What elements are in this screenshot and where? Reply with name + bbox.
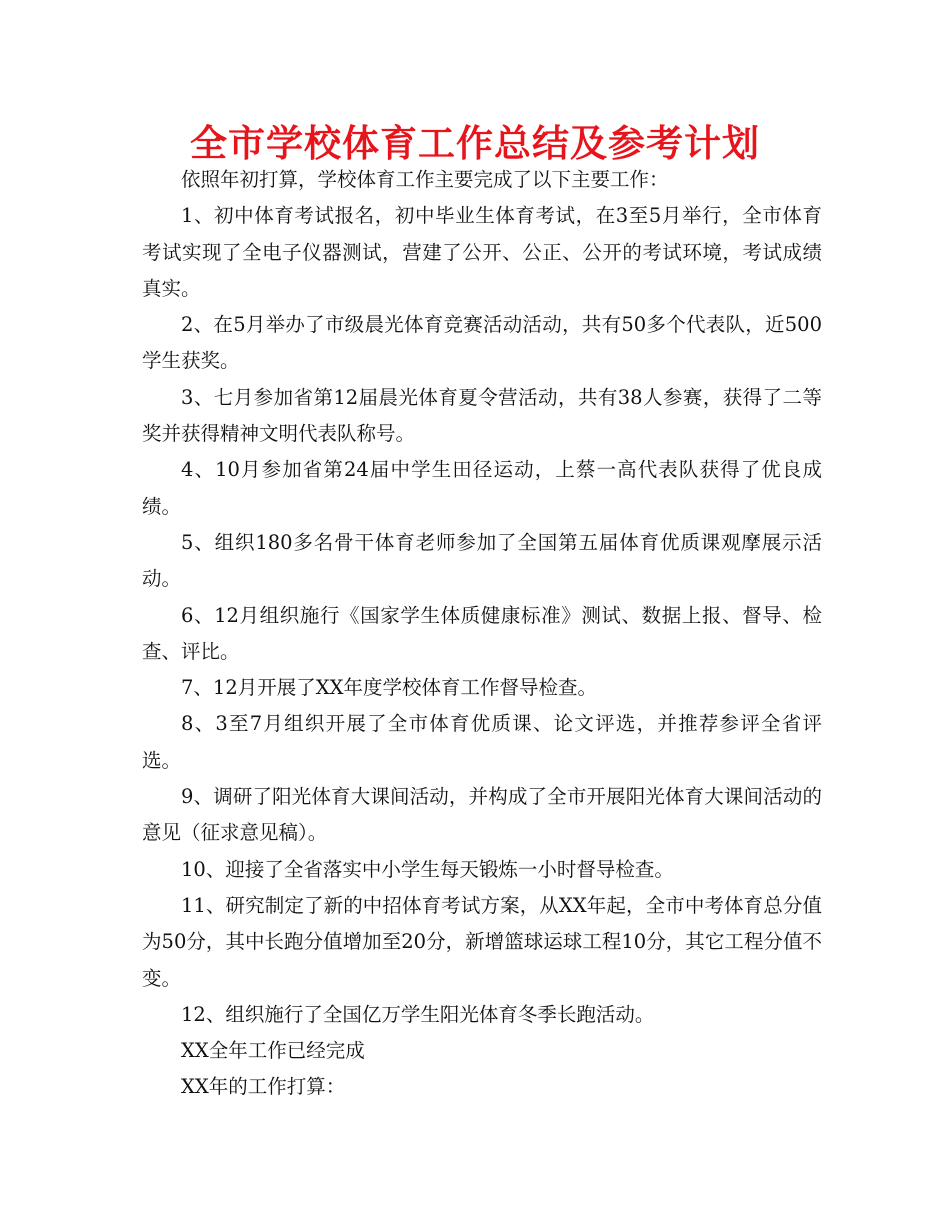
paragraph-item-5: 5、组织180多名骨干体育老师参加了全国第五届体育优质课观摩展示活动。: [142, 530, 822, 591]
paragraph-item-9: 9、调研了阳光体育大课间活动，并构成了全市开展阳光体育大课间活动的意见（征求意见稿）。: [142, 785, 822, 845]
paragraph-item-3: 3、七月参加省第12届晨光体育夏令营活动，共有38人参赛，获得了二等奖并获得精神文明代表队称号。: [142, 385, 822, 446]
paragraph-item-1: 1、初中体育考试报名，初中毕业生体育考试，在3至5月举行，全市体育考试实现了全电子仪器测试，营建了公开、公正、公开的考试环境，考试成绩真实。: [142, 204, 822, 300]
paragraph-next-year-plan: XX年的工作打算：: [181, 1075, 346, 1099]
paragraph-item-4: 4、10月参加省第24届中学生田径运动，上蔡一高代表队获得了优良成绩。: [142, 458, 822, 518]
paragraph-item-12: 12、组织施行了全国亿万学生阳光体育冬季长跑活动。: [181, 1002, 655, 1026]
document-title: 全市学校体育工作总结及参考计划: [190, 122, 760, 165]
document-body: [142, 162, 822, 1106]
paragraph-item-8: 8、3至7月组织开展了全市体育优质课、论文评选，并推荐参评全省评选。: [142, 712, 822, 772]
paragraph-item-2: 2、在5月举办了市级晨光体育竞赛活动活动，共有50多个代表队，近500学生获奖。: [142, 313, 822, 373]
paragraph-intro: 依照年初打算，学校体育工作主要完成了以下主要工作：: [181, 168, 669, 191]
paragraph-item-6: 6、12月组织施行《国家学生体质健康标准》测试、数据上报、督导、检查、评比。: [142, 603, 822, 663]
paragraph-item-7: 7、12月开展了XX年度学校体育工作督导检查。: [181, 676, 597, 700]
paragraph-item-10: 10、迎接了全省落实中小学生每天锻炼一小时督导检查。: [181, 857, 674, 881]
paragraph-year-complete: XX全年工作已经完成: [181, 1039, 365, 1063]
paragraph-item-11: 11、研究制定了新的中招体育考试方案，从XX年起，全市中考体育总分值为50分，其中长跑分值增加至20分，新增篮球运球工程10分，其它工程分值不变。: [142, 893, 822, 990]
